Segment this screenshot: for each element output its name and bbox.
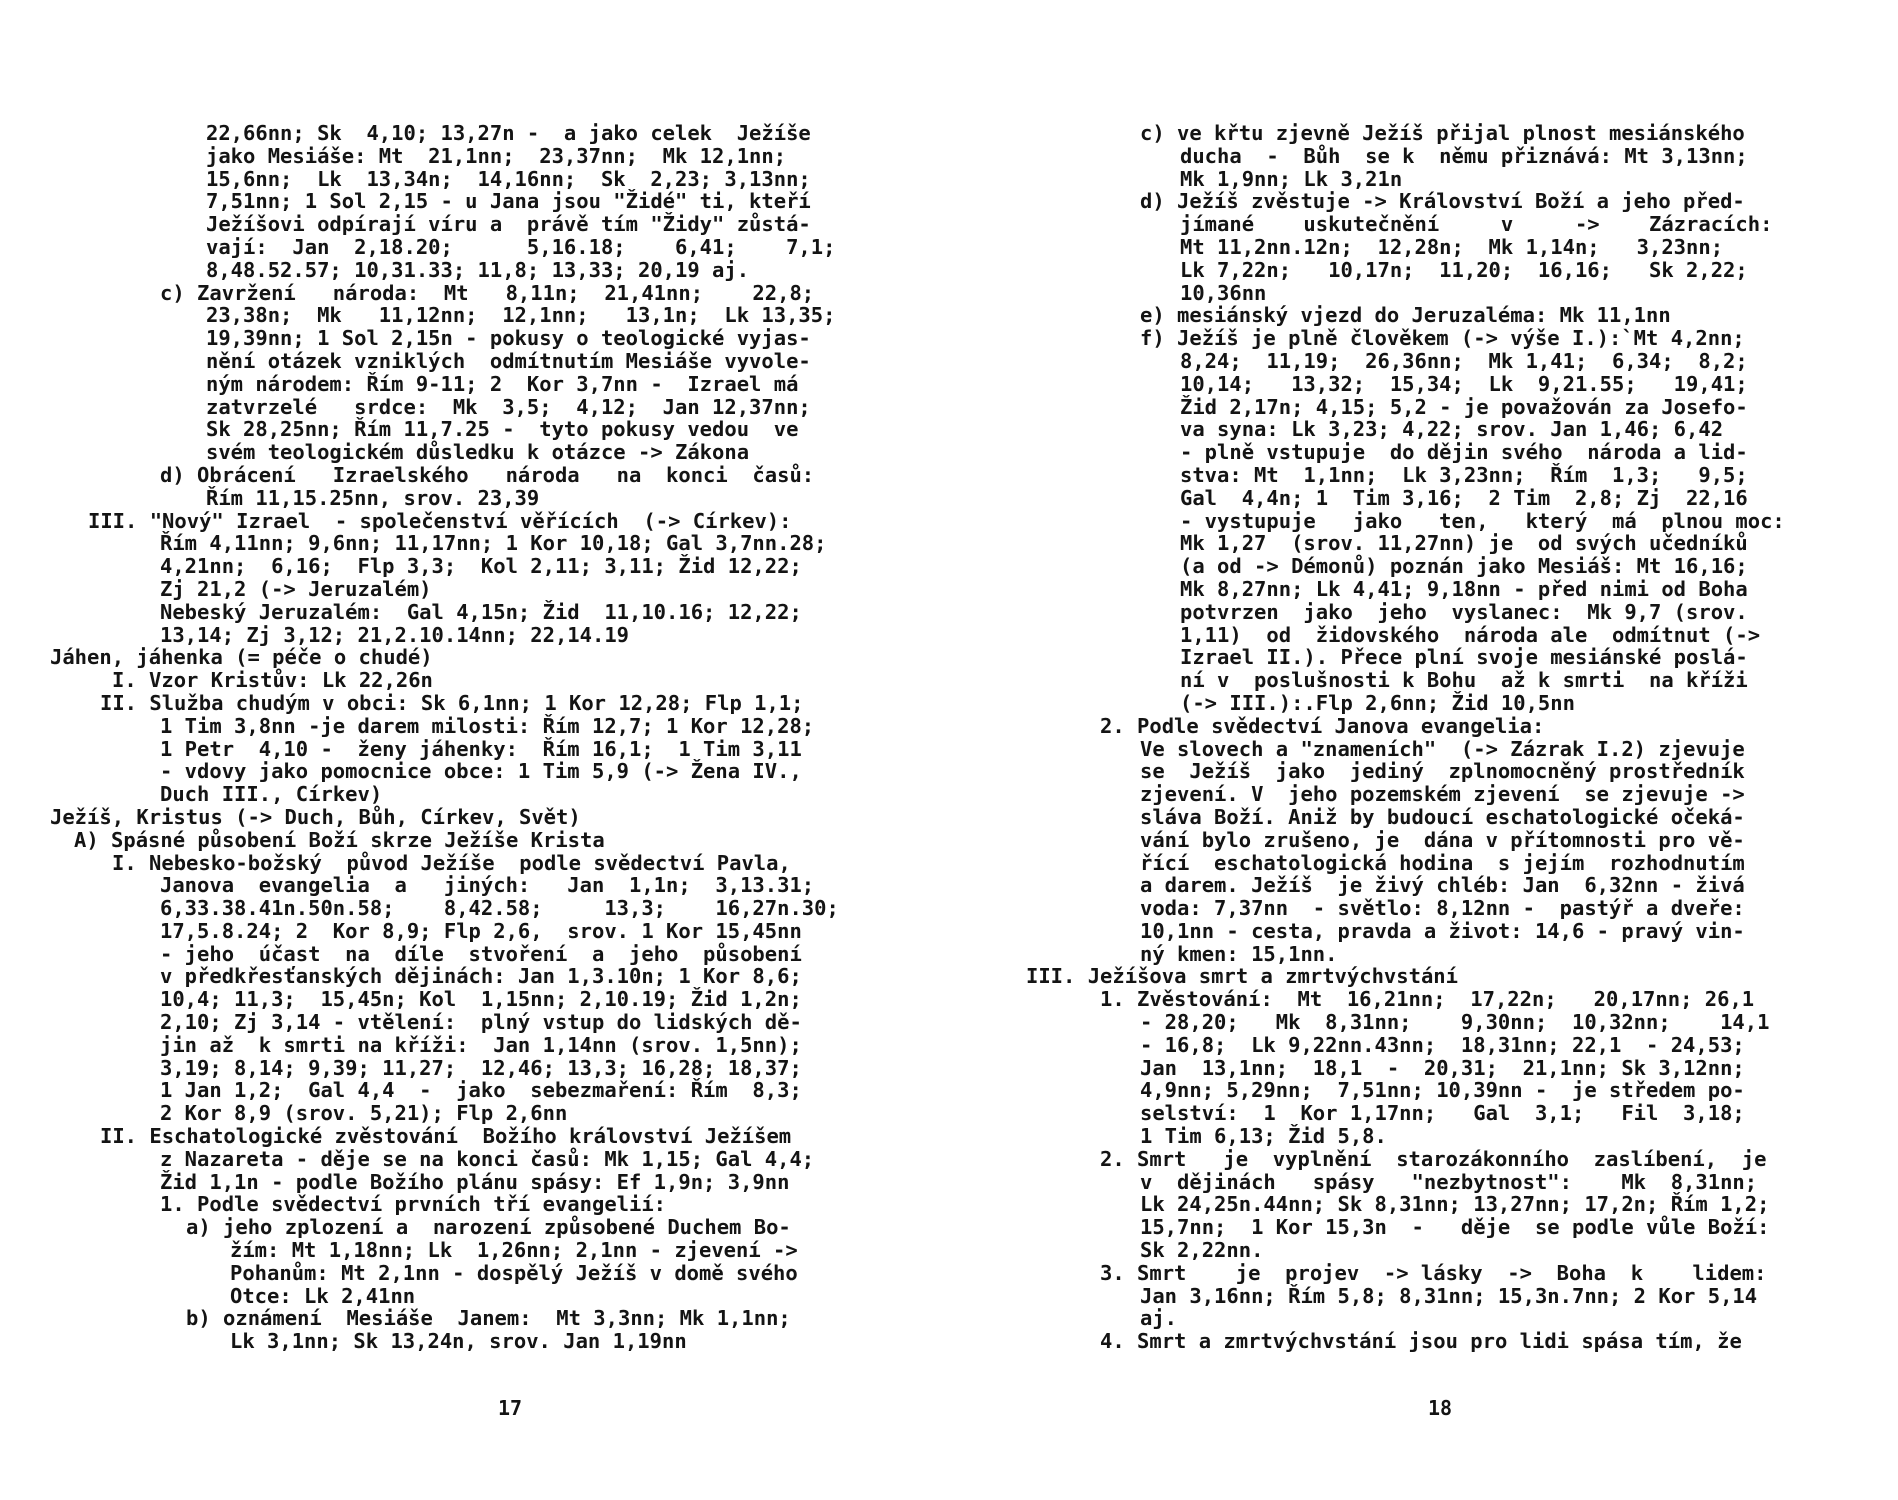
text-line: Pohanům: Mt 2,1nn - dospělý Ježíš v domě svého	[230, 1260, 798, 1285]
text-line: nění otázek vzniklých odmítnutím Mesiáše vyvole-	[206, 348, 811, 373]
text-line: d) Ježíš zvěstuje -> Království Boží a jeho před-	[1140, 189, 1745, 214]
text-line: 2,10; Zj 3,14 - vtělení: plný vstup do lidských dě-	[160, 1010, 802, 1035]
text-line: aj.	[1140, 1306, 1178, 1331]
text-line: Řím 4,11nn; 9,6nn; 11,17nn; 1 Kor 10,18; Gal 3,7nn.28;	[160, 531, 827, 556]
text-line: jímané uskutečnění v -> Zázracích:	[1180, 212, 1773, 237]
text-line: Řím 11,15.25nn, srov. 23,39	[206, 485, 540, 510]
text-line: Ježíšovi odpírají víru a právě tím "Židy" zůstá-	[206, 212, 811, 237]
text-line: Mk 1,27 (srov. 11,27nn) je od svých učedníků	[1180, 531, 1748, 556]
text-line: ní v poslušnosti k Bohu až k smrti na kříži	[1180, 668, 1748, 693]
text-line: Mt 11,2nn.12n; 12,28n; Mk 1,14n; 3,23nn;	[1180, 234, 1724, 259]
text-line: v dějinách spásy "nezbytnost": Mk 8,31nn;	[1140, 1169, 1758, 1194]
text-line: 4,21nn; 6,16; Flp 3,3; Kol 2,11; 3,11; Žid 12,22;	[160, 554, 802, 579]
text-line: c) Zavržení národa: Mt 8,11n; 21,41nn; 22,8;	[160, 280, 815, 305]
text-line: Mk 8,27nn; Lk 4,41; 9,18nn - před nimi od Boha	[1180, 576, 1748, 601]
text-line: 1. Zvěstování: Mt 16,21nn; 17,22n; 20,17nn; 26,1	[1100, 987, 1755, 1012]
text-line: z Nazareta - děje se na konci časů: Mk 1,15; Gal 4,4;	[160, 1146, 815, 1171]
text-line: 8,48.52.57; 10,31.33; 11,8; 13,33; 20,19 aj.	[206, 257, 750, 282]
text-line: žím: Mt 1,18nn; Lk 1,26nn; 2,1nn - zjevení ->	[230, 1238, 798, 1263]
text-line: 13,14; Zj 3,12; 21,2.10.14nn; 22,14.19	[160, 622, 629, 647]
text-line: voda: 7,37nn - světlo: 8,12nn - pastýř a dveře:	[1140, 896, 1745, 921]
text-line: (-> III.):.Flp 2,6nn; Žid 10,5nn	[1180, 690, 1575, 715]
text-line: Duch III., Církev)	[160, 782, 383, 807]
text-line: Jan 13,1nn; 18,1 - 20,31; 21,1nn; Sk 3,12nn;	[1140, 1055, 1745, 1080]
text-line: řící eschatologická hodina s jejím rozhodnutím	[1140, 850, 1745, 875]
text-line: 1,11) od židovského národa ale odmítnut (->	[1180, 622, 1761, 647]
text-line: 19,39nn; 1 Sol 2,15n - pokusy o teologické vyjas-	[206, 326, 811, 351]
text-line: jin až k smrti na kříži: Jan 1,14nn (srov. 1,5nn);	[160, 1032, 802, 1057]
text-line: 10,36nn	[1180, 280, 1267, 305]
page-number-right: 18	[1427, 1396, 1453, 1420]
text-line: Izrael II.). Přece plní svoje mesiánské poslá-	[1180, 645, 1748, 670]
text-line: ným národem: Řím 9-11; 2 Kor 3,7nn - Izrael má	[206, 371, 799, 396]
text-line: Žid 2,17n; 4,15; 5,2 - je považován za Josefo-	[1180, 394, 1748, 419]
text-line: I. Vzor Kristův: Lk 22,26n	[112, 668, 433, 693]
text-line: (a od -> Démonů) poznán jako Mesiáš: Mt 16,16;	[1180, 554, 1748, 579]
text-line: - 16,8; Lk 9,22nn.43nn; 18,31nn; 22,1 - 24,53;	[1140, 1032, 1745, 1057]
text-line: vají: Jan 2,18.20; 5,16.18; 6,41; 7,1;	[206, 234, 836, 259]
text-line: 2. Podle svědectví Janova evangelia:	[1100, 713, 1545, 738]
text-line: d) Obrácení Izraelského národa na konci časů:	[160, 462, 815, 487]
text-line: Lk 3,1nn; Sk 13,24n, srov. Jan 1,19nn	[230, 1329, 687, 1354]
text-line: e) mesiánský vjezd do Jeruzaléma: Mk 11,1nn	[1140, 303, 1671, 328]
text-line: 1 Petr 4,10 - ženy jáhenky: Řím 16,1; 1 Tim 3,11	[160, 736, 802, 761]
text-line: 23,38n; Mk 11,12nn; 12,1nn; 13,1n; Lk 13,35;	[206, 303, 836, 328]
text-line: svém teologickém důsledku k otázce -> Zákona	[206, 440, 750, 465]
text-line: - vystupuje jako ten, který má plnou moc:	[1180, 508, 1785, 533]
text-line: 4. Smrt a zmrtvýchvstání jsou pro lidi spása tím, že	[1100, 1329, 1742, 1354]
text-line: 1 Tim 3,8nn -je darem milosti: Řím 12,7; 1 Kor 12,28;	[160, 713, 815, 738]
text-line: f) Ježíš je plně člověkem (-> výše I.):`Mt 4,2nn;	[1140, 326, 1745, 351]
right-page	[1000, 122, 1860, 1353]
text-line: vání bylo zrušeno, je dána v přítomnosti pro vě-	[1140, 827, 1745, 852]
text-line: a darem. Ježíš je živý chléb: Jan 6,32nn - živá	[1140, 873, 1745, 898]
text-line: Nebeský Jeruzalém: Gal 4,15n; Žid 11,10.16; 12,22;	[160, 599, 802, 624]
text-line: 10,1nn - cesta, pravda a život: 14,6 - pravý vin-	[1140, 918, 1745, 943]
text-line: va syna: Lk 3,23; 4,22; srov. Jan 1,46; 6,42	[1180, 417, 1724, 442]
text-line: 2. Smrt je vyplnění starozákonního zaslíbení, je	[1100, 1146, 1767, 1171]
text-line: Otce: Lk 2,41nn	[230, 1283, 416, 1308]
text-line: II. Eschatologické zvěstování Božího království Ježíšem	[100, 1124, 792, 1149]
text-line: I. Nebesko-božský původ Ježíše podle svědectví Pavla,	[112, 850, 791, 875]
text-line: Sk 2,22nn.	[1140, 1238, 1264, 1263]
text-line: 3. Smrt je projev -> lásky -> Boha k lidem:	[1100, 1260, 1767, 1285]
text-line: 3,19; 8,14; 9,39; 11,27; 12,46; 13,3; 16,28; 18,37;	[160, 1055, 802, 1080]
text-line: Jáhen, jáhenka (= péče o chudé)	[50, 645, 433, 670]
text-line: se Ježíš jako jediný zplnomocněný prostředník	[1140, 759, 1745, 784]
text-line: - plně vstupuje do dějin svého národa a lid-	[1180, 440, 1748, 465]
text-line: Ve slovech a "znameních" (-> Zázrak I.2) zjevuje	[1140, 736, 1745, 761]
text-line: Sk 28,25nn; Řím 11,7.25 - tyto pokusy vedou ve	[206, 417, 799, 442]
text-line: stva: Mt 1,1nn; Lk 3,23nn; Řím 1,3; 9,5;	[1180, 462, 1748, 487]
text-line: ducha - Bůh se k němu přiznává: Mt 3,13nn;	[1180, 143, 1748, 168]
text-line: 4,9nn; 5,29nn; 7,51nn; 10,39nn - je středem po-	[1140, 1078, 1745, 1103]
text-line: - vdovy jako pomocnice obce: 1 Tim 5,9 (-> Žena IV.,	[160, 759, 802, 784]
text-line: v předkřesťanských dějinách: Jan 1,3.10n; 1 Kor 8,6;	[160, 964, 802, 989]
text-line: Jan 3,16nn; Řím 5,8; 8,31nn; 15,3n.7nn; 2 Kor 5,14	[1140, 1283, 1758, 1308]
text-line: a) jeho zplození a narození způsobené Duchem Bo-	[186, 1215, 791, 1240]
text-line: III. Ježíšova smrt a zmrtvýchvstání	[1026, 964, 1458, 989]
text-line: Žid 1,1n - podle Božího plánu spásy: Ef 1,9n; 3,9nn	[160, 1169, 790, 1194]
text-line: zatvrzelé srdce: Mk 3,5; 4,12; Jan 12,37nn;	[206, 394, 811, 419]
text-line: potvrzen jako jeho vyslanec: Mk 9,7 (srov.	[1180, 599, 1748, 624]
text-line: c) ve křtu zjevně Ježíš přijal plnost mesiánského	[1140, 121, 1745, 145]
text-line: Ježíš, Kristus (-> Duch, Bůh, Církev, Svět)	[50, 804, 581, 829]
text-line: II. Služba chudým v obci: Sk 6,1nn; 1 Kor 12,28; Flp 1,1;	[100, 690, 804, 715]
text-line: 1 Jan 1,2; Gal 4,4 - jako sebezmaření: Řím 8,3;	[160, 1078, 802, 1103]
text-line: A) Spásné působení Boží skrze Ježíše Krista	[74, 827, 605, 852]
text-line: Gal 4,4n; 1 Tim 3,16; 2 Tim 2,8; Zj 22,16	[1180, 485, 1748, 510]
text-line: 1 Tim 6,13; Žid 5,8.	[1140, 1124, 1387, 1149]
text-line: 7,51nn; 1 Sol 2,15 - u Jana jsou "Židé" ti, kteří	[206, 189, 811, 214]
text-line: 15,6nn; Lk 13,34n; 14,16nn; Sk 2,23; 3,13nn;	[206, 166, 811, 191]
text-line: b) oznámení Mesiáše Janem: Mt 3,3nn; Mk 1,1nn;	[186, 1306, 791, 1331]
text-line: 22,66nn; Sk 4,10; 13,27n - a jako celek Ježíše	[206, 121, 811, 145]
text-line: jako Mesiáše: Mt 21,1nn; 23,37nn; Mk 12,1nn;	[206, 143, 787, 168]
text-line: zjevení. V jeho pozemském zjevení se zjevuje ->	[1140, 782, 1745, 807]
text-line: - 28,20; Mk 8,31nn; 9,30nn; 10,32nn; 14,1	[1140, 1010, 1770, 1035]
text-line: 8,24; 11,19; 26,36nn; Mk 1,41; 6,34; 8,2;	[1180, 348, 1748, 373]
text-line: Zj 21,2 (-> Jeruzalém)	[160, 576, 432, 601]
text-line: Janova evangelia a jiných: Jan 1,1n; 3,13.31;	[160, 873, 815, 898]
text-line: 17,5.8.24; 2 Kor 8,9; Flp 2,6, srov. 1 Kor 15,45nn	[160, 918, 802, 943]
page-number-left: 17	[497, 1396, 523, 1420]
text-line: - jeho účast na díle stvoření a jeho působení	[160, 941, 802, 966]
text-line: 2 Kor 8,9 (srov. 5,21); Flp 2,6nn	[160, 1101, 568, 1126]
text-line: ný kmen: 15,1nn.	[1140, 941, 1338, 966]
text-line: 10,14; 13,32; 15,34; Lk 9,21.55; 19,41;	[1180, 371, 1748, 396]
text-line: Lk 7,22n; 10,17n; 11,20; 16,16; Sk 2,22;	[1180, 257, 1748, 282]
text-line: 6,33.38.41n.50n.58; 8,42.58; 13,3; 16,27n.30;	[160, 896, 839, 921]
text-line: 15,7nn; 1 Kor 15,3n - děje se podle vůle Boží:	[1140, 1215, 1770, 1240]
text-line: III. "Nový" Izrael - společenství věřících (-> Církev):	[88, 508, 792, 533]
text-line: sláva Boží. Aniž by budoucí eschatologické očeká-	[1140, 804, 1745, 829]
text-line: 10,4; 11,3; 15,45n; Kol 1,15nn; 2,10.19; Žid 1,2n;	[160, 987, 802, 1012]
text-line: Mk 1,9nn; Lk 3,21n	[1180, 166, 1403, 191]
text-line: 1. Podle svědectví prvních tří evangelií:	[160, 1192, 667, 1217]
text-line: selství: 1 Kor 1,17nn; Gal 3,1; Fil 3,18;	[1140, 1101, 1745, 1126]
left-page	[50, 122, 910, 1353]
text-line: Lk 24,25n.44nn; Sk 8,31nn; 13,27nn; 17,2n; Řím 1,2;	[1140, 1192, 1770, 1217]
